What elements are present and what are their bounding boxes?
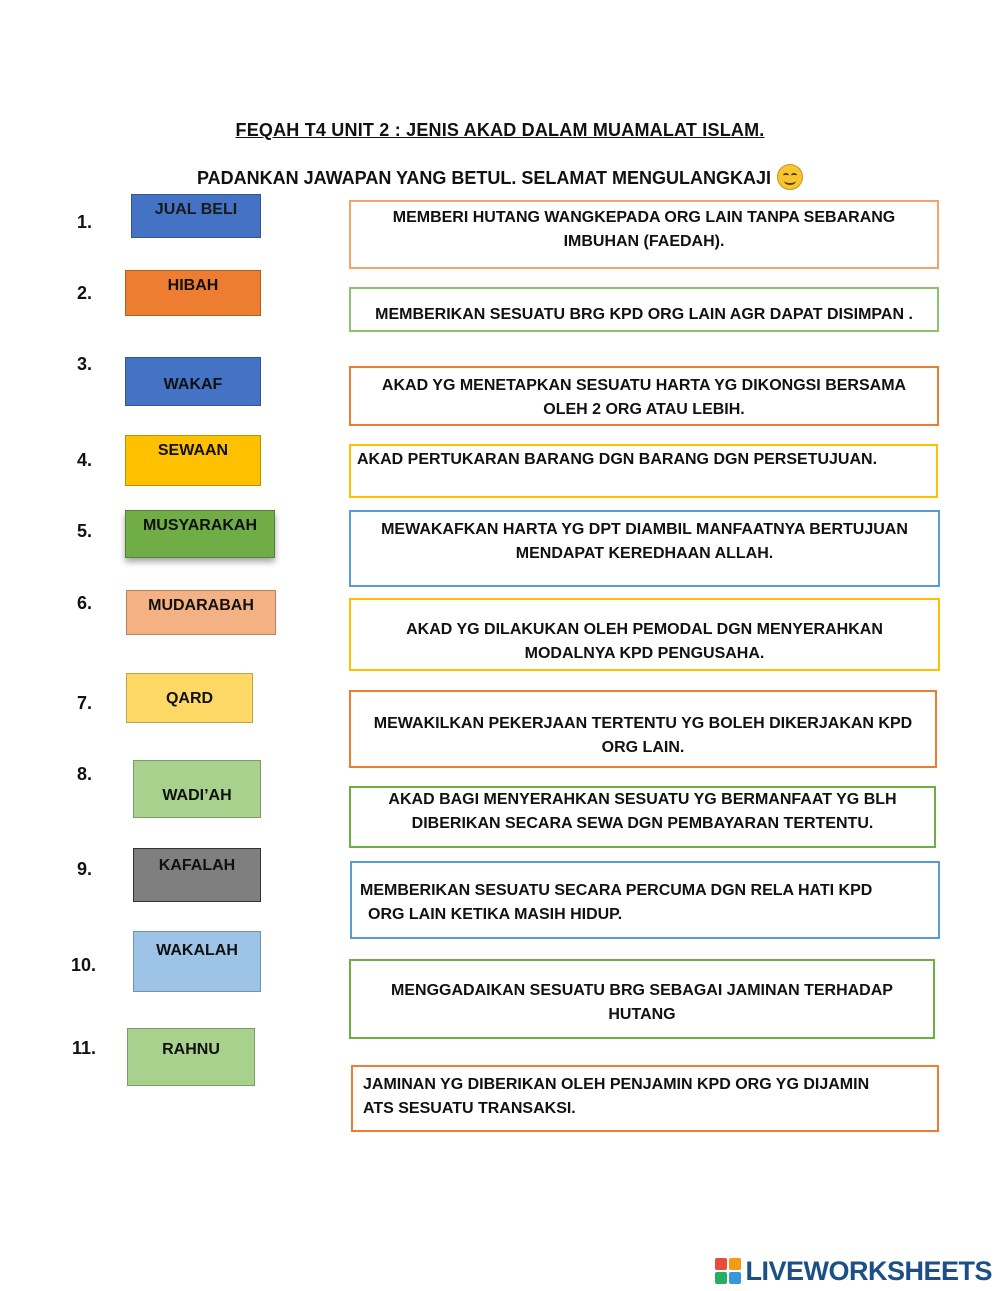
description-box-9[interactable] (350, 861, 940, 939)
page-title: FEQAH T4 UNIT 2 : JENIS AKAD DALAM MUAMALAT ISLAM. (235, 120, 765, 140)
term-label: MUSYARAKAH (142, 517, 258, 534)
description-box-2[interactable] (349, 287, 939, 332)
term-hibah[interactable] (125, 270, 261, 316)
instructions-text: PADANKAN JAWAPAN YANG BETUL. SELAMAT MENGULANGKAJI (196, 167, 772, 188)
term-label: HIBAH (167, 277, 219, 294)
row-number-4: 4. (76, 450, 92, 470)
description-box-1[interactable] (349, 200, 939, 269)
description-box-7[interactable] (349, 690, 937, 768)
row-number-6: 6. (76, 593, 92, 613)
term-mudarabah[interactable] (126, 590, 276, 635)
term-label: JUAL BELI (154, 201, 238, 218)
term-jual-beli[interactable] (131, 194, 261, 238)
term-wadiah[interactable] (133, 760, 261, 818)
term-label: RAHNU (162, 1041, 220, 1058)
description-line: JAMINAN YG DIBERIKAN OLEH PENJAMIN KPD ORG YG DIJAMIN (363, 1076, 870, 1093)
row-number-1: 1. (76, 212, 92, 232)
term-label: WAKALAH (156, 942, 238, 959)
term-label: MUDARABAH (148, 597, 254, 614)
description-box-8[interactable] (349, 786, 936, 848)
term-sewaan[interactable] (125, 435, 261, 486)
description-line: AKAD PERTUKARAN BARANG DGN BARANG DGN PERSETUJUAN. (357, 451, 878, 468)
description-box-10[interactable] (349, 959, 935, 1039)
row-number-5: 5. (76, 521, 92, 541)
description-line: MODALNYA KPD PENGUSAHA. (524, 645, 765, 662)
description-box-4[interactable] (349, 444, 938, 498)
description-line: MENGGADAIKAN SESUATU BRG SEBAGAI JAMINAN TERHADAP (391, 982, 893, 999)
term-label: SEWAAN (157, 442, 229, 459)
description-line: HUTANG (608, 1006, 676, 1023)
description-line: AKAD YG MENETAPKAN SESUATU HARTA YG DIKONGSI BERSAMA (381, 377, 907, 394)
row-number-9: 9. (76, 859, 92, 879)
description-box-11[interactable] (351, 1065, 939, 1132)
logo-squares-icon (715, 1258, 741, 1284)
description-line: IMBUHAN (FAEDAH). (563, 233, 725, 250)
description-box-6[interactable] (349, 598, 940, 671)
description-line: ORG LAIN KETIKA MASIH HIDUP. (368, 906, 623, 923)
row-number-8: 8. (76, 764, 92, 784)
description-line: ATS SESUATU TRANSAKSI. (363, 1100, 576, 1117)
instructions (0, 166, 1000, 192)
logo-text: LIVEWORKSHEETS (745, 1255, 992, 1286)
term-label: QARD (165, 690, 214, 707)
description-line: DIBERIKAN SECARA SEWA DGN PEMBAYARAN TERTENTU. (411, 815, 874, 832)
description-line: MEMBERIKAN SESUATU BRG KPD ORG LAIN AGR DAPAT DISIMPAN . (375, 306, 913, 323)
term-rahnu[interactable] (127, 1028, 255, 1086)
term-label: WAKAF (163, 376, 223, 393)
term-musyarakah[interactable] (125, 510, 275, 558)
term-label: WADI’AH (162, 787, 232, 804)
description-line: MEWAKILKAN PEKERJAAN TERTENTU YG BOLEH DIKERJAKAN KPD (373, 715, 913, 732)
row-number-2: 2. (76, 283, 92, 303)
description-box-3[interactable] (349, 366, 939, 426)
description-line: AKAD BAGI MENYERAHKAN SESUATU YG BERMANFAAT YG BLH (388, 791, 897, 808)
row-number-11: 11. (71, 1038, 96, 1058)
term-wakalah[interactable] (133, 931, 261, 992)
row-number-10: 10. (70, 955, 96, 975)
description-box-5[interactable] (349, 510, 940, 587)
description-line: AKAD YG DILAKUKAN OLEH PEMODAL DGN MENYERAHKAN (406, 621, 883, 638)
description-line: MEMBERI HUTANG WANGKEPADA ORG LAIN TANPA SEBARANG (392, 209, 896, 226)
description-line: ORG LAIN. (601, 739, 685, 756)
smiley-icon (777, 164, 803, 190)
term-kafalah[interactable] (133, 848, 261, 902)
row-number-7: 7. (76, 693, 92, 713)
term-label: KAFALAH (158, 857, 236, 874)
term-wakaf[interactable] (125, 357, 261, 406)
liveworksheets-logo (715, 1254, 992, 1288)
row-number-3: 3. (76, 354, 92, 374)
description-line: MENDAPAT KEREDHAAN ALLAH. (515, 545, 774, 562)
description-line: OLEH 2 ORG ATAU LEBIH. (543, 401, 745, 418)
term-qard[interactable] (126, 673, 253, 723)
description-line: MEWAKAFKAN HARTA YG DPT DIAMBIL MANFAATNYA BERTUJUAN (381, 521, 908, 538)
description-line: MEMBERIKAN SESUATU SECARA PERCUMA DGN RELA HATI KPD (360, 882, 873, 899)
